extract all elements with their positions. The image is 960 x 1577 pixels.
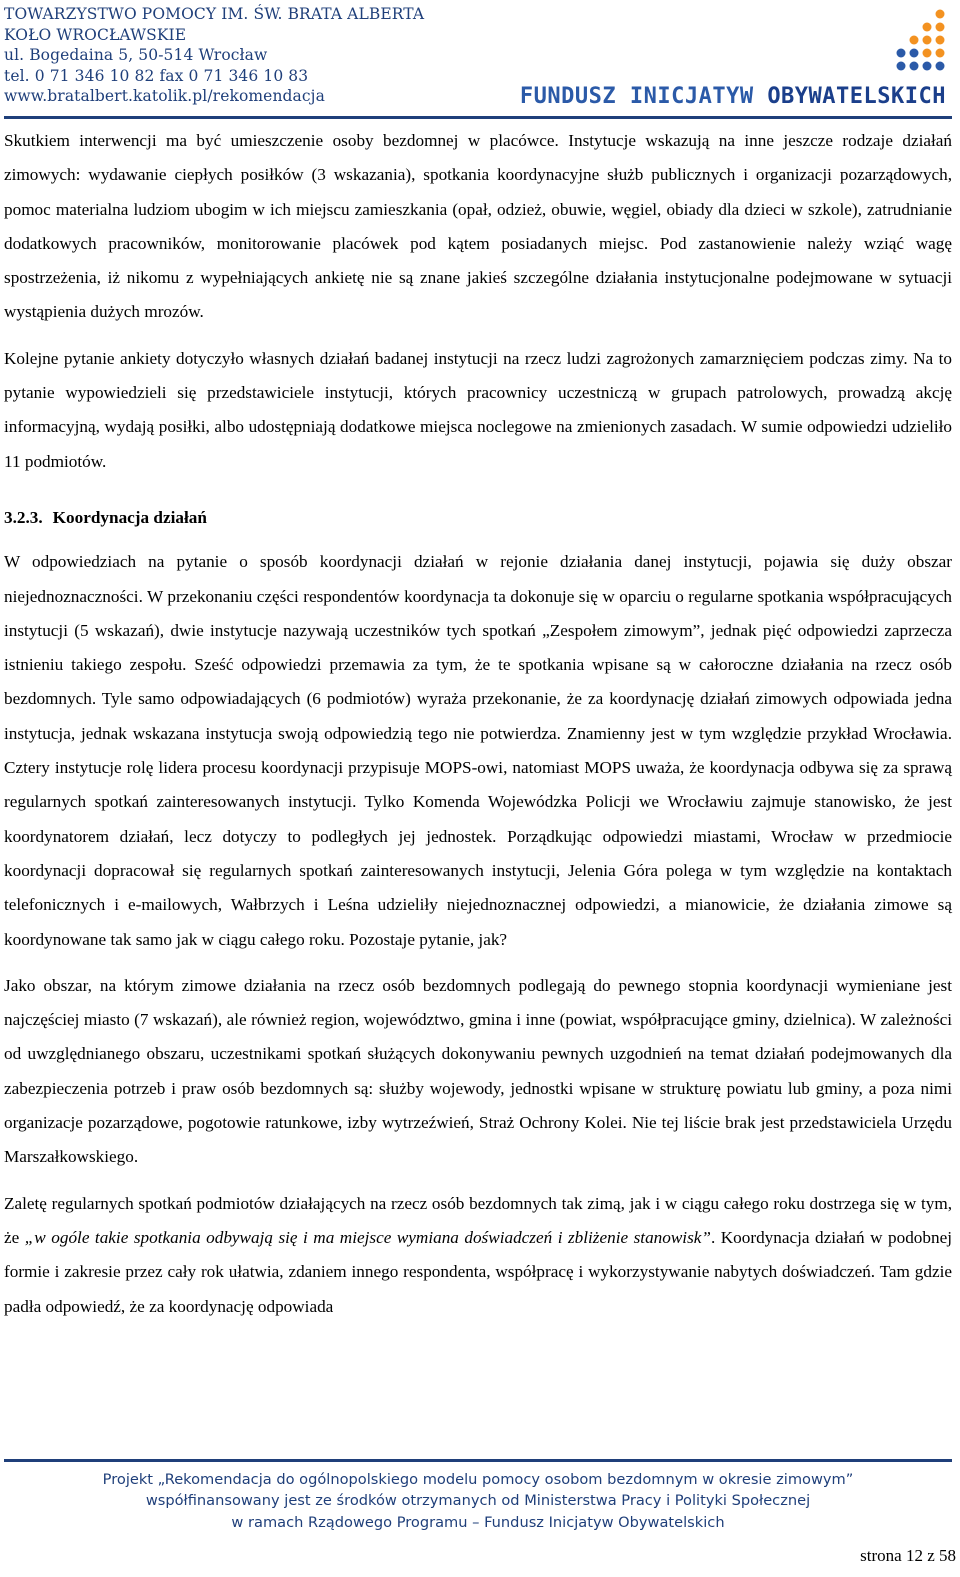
footer-line-1: Projekt „Rekomendacja do ogólnopolskiego modelu pomocy osobom bezdomnym w okresie zimowym” [102,1471,854,1488]
section-heading [4,501,952,535]
section-number: 3.2.3. [4,507,43,527]
logo-wordmark-part1: FUNDUSZ INICJATYW [519,84,768,109]
footer-line-2: współfinansowany jest ze środków otrzymanych od Ministerstwa Pracy i Polityki Społecznej [145,1492,811,1510]
org-name: TOWARZYSTWO POMOCY IM. ŚW. BRATA ALBERTA [4,5,425,23]
org-website: www.bratalbert.katolik.pl/rekomendacja [4,87,325,106]
header-divider [4,116,952,119]
footer-divider [4,1459,952,1462]
page-footer [4,1469,952,1533]
organization-info [4,4,424,107]
paragraph-4: Jako obszar, na którym zimowe działania na rzecz osób bezdomnych podlegają do pewnego stopnia koordynacji wymieniane jest najczęściej miasto (7 wskazań), ale również region, województwo, gmina i inne (powiat, współpracujące gminy, dzielnica). W zależności od uwzględnianego obszaru, uczestnikami spotkań służących dokonywaniu pewnych uzgodnień na temat działań podejmowanych dla zabezpieczenia potrzeb i praw osób bezdomnych są: służby wojewody, jednostki wpisane w strukturę powiatu lub gminy, a poza nimi organizacje pozarządowe, pogotowie ratunkowe, izby wytrzeźwień, Straż Ochrony Kolei. Nie tej liście brak jest przedstawiciela Urzędu Marszałkowskiego. [4,975,952,1167]
org-branch: KOŁO WROCŁAWSKIE [4,25,187,44]
logo-wordmark-part2: OBYWATELSKICH [767,84,946,109]
document-body [4,124,952,1336]
paragraph-5-end: . Koordynacja działań w podobnej formie i zakresie przez cały rok ułatwia, zdaniem innego respondenta, współpracę i wykorzystywanie nabytych doświadczeń. Tam gdzie padła odpowiedź, że za koordynację odpowiada [4,1227,952,1316]
paragraph-3: W odpowiedziach na pytanie o sposób koordynacji działań w rejonie działania danej instytucji, pojawia się duży obszar niejednoznaczności. W przekonaniu części respondentów koordynacja ta dokonuje się w oparciu o regularne spotkania współpracujących instytucji (5 wskazań), dwie instytucje nazywają uczestników tych spotkań „Zespołem zimowym”, jednak pięć odpowiedzi zaprzecza istnieniu takiego zespołu. Sześć odpowiedzi przemawia za tym, że te spotkania wpisane są w całoroczne działania na rzecz osób bezdomnych. Tyle samo odpowiadających (6 podmiotów) wyraża przekonanie, że za koordynację działań zimowych odpowiada jedna instytucja, jednak wskazana instytucja swoją odpowiedzią tego nie potwierdza. Znamienny jest w tym względzie przykład Wrocławia. Cztery instytucje rolę lidera procesu koordynacji przypisuje MOPS-owi, natomiast MOPS uważa, że koordynacja odbywa się za sprawą regularnych spotkań zainteresowanych instytucji. Tylko Komenda Wojewódzka Policji we Wrocławiu zajmuje stanowisko, że jest koordynatorem działań, lecz dotyczy to podległych jej jednostek. Porządkując odpowiedzi miastami, Wrocław w przedmiocie koordynacji dopracował się regularnych spotkań zainteresowanych instytucji, Jelenia Góra polega w tym względzie na kontaktach telefonicznych i e-mailowych, Wałbrzych i Leśna udzieliły niejednoznacznej odpowiedzi, a mianowicie, że działania zimowe są koordynowane tak samo jak w ciągu całego roku. Pozostaje pytanie, jak? [4,552,952,949]
paragraph-5-quote: „w ogóle takie spotkania odbywają się i ma miejsce wymiana doświadczeń i zbliżenie stanowisk” [24,1227,711,1247]
org-address: ul. Bogedaina 5, 50-514 Wrocław [4,46,268,65]
paragraph-5-start: Zaletę regularnych spotkań podmiotów działających na rzecz osób bezdomnych tak zimą, jak i w ciągu całego roku dostrzega się w tym, że [4,1193,952,1247]
paragraph-1: Skutkiem interwencji ma być umieszczenie osoby bezdomnej w placówce. Instytucje wskazują na inne jeszcze rodzaje działań zimowych: wydawanie ciepłych posiłków (3 wskazania), spotkania koordynacyjne służb publicznych i organizacji pozarządowych, pomoc materialna ludziom ubogim w ich miejscu zamieszkania (opał, odzież, obuwie, węgiel, obiady dla dzieci w szkole), zatrudnianie dodatkowych pracowników, monitorowanie placówek pod kątem posiadanych miejsc. Pod zastanowienie należy wziąć wagę spostrzeżenia, iż nikomu z wypełniających ankietę nie są znane jakieś szczególne działania instytucjonalne podejmowane w sytuacji wystąpienia dużych mrozów. [4,131,952,322]
org-phone-fax: tel. 0 71 346 10 82 fax 0 71 346 10 83 [4,66,309,85]
page-number: strona 12 z 58 [860,1546,956,1565]
section-title: Koordynacja działań [52,507,207,527]
logo-wordmark [520,84,946,109]
fio-logo [438,6,954,110]
paragraph-5 [4,1187,952,1324]
page-header [0,0,960,118]
paragraph-2: Kolejne pytanie ankiety dotyczyło własnych działań badanej instytucji na rzecz ludzi zagrożonych zamarznięciem podczas zimy. Na to pytanie wypowiedzieli się przedstawiciele instytucji, których pracownicy uczestniczą w grupach patrolowych, prowadzą akcję informacyjną, wydają posiłki, albo udostępniają dodatkowe miejsca noclegowe na zmienionych zasadach. W sumie odpowiedzi udzieliło 11 podmiotów. [4,348,952,471]
footer-line-3: w ramach Rządowego Programu – Fundusz Inicjatyw Obywatelskich [231,1513,725,1531]
logo-dots-icon [888,8,948,76]
